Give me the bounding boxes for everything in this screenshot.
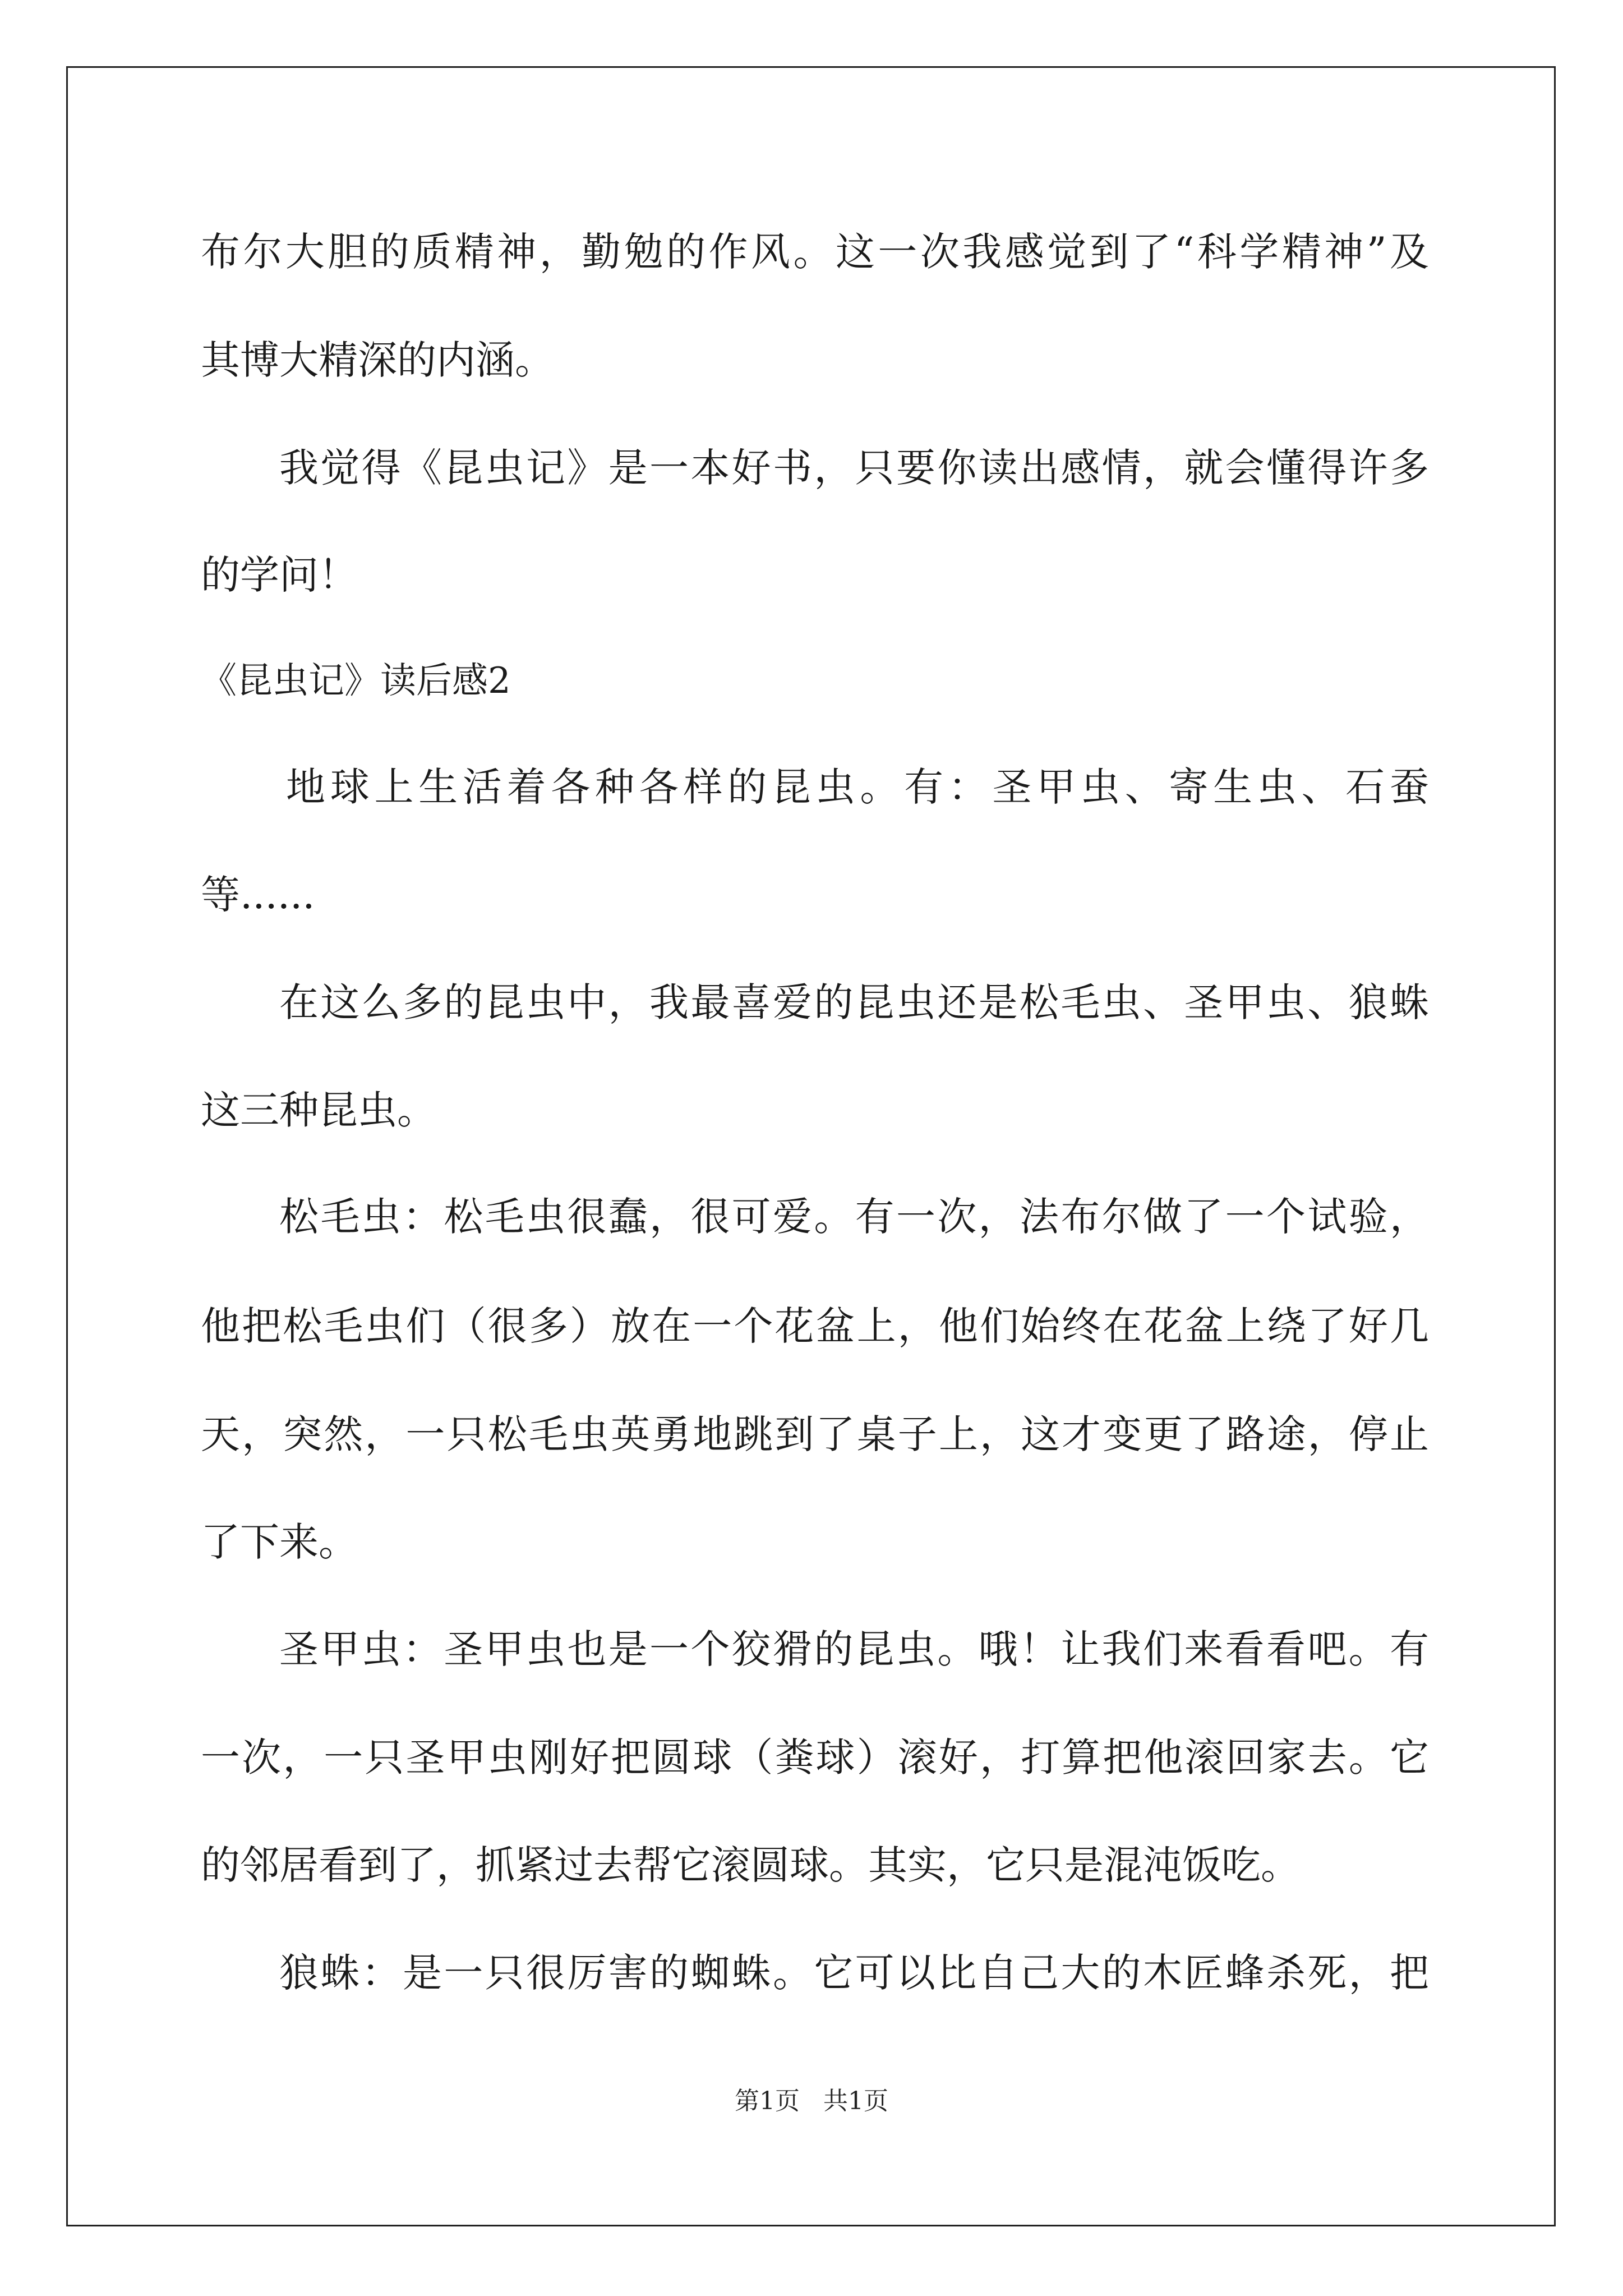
text-line: 在这么多的昆虫中，我最喜爱的昆虫还是松毛虫、圣甲虫、狼蛛 <box>279 979 1429 1025</box>
text-line: 了下来。 <box>201 1519 358 1565</box>
text-line: 地球上生活着各种各样的昆虫。有：圣甲虫、寄生虫、石蚕 <box>286 764 1429 810</box>
section-heading: 《昆虫记》读后感2 <box>201 660 511 702</box>
text-line: 的学问！ <box>201 552 358 598</box>
page-number: 第1页 共1页 <box>735 2087 888 2115</box>
text-line: 松毛虫：松毛虫很蠢，很可爱。有一次，法布尔做了一个试验， <box>279 1194 1429 1240</box>
text-line: 一次，一只圣甲虫刚好把圆球（粪球）滚好，打算把他滚回家去。它 <box>201 1734 1429 1780</box>
text-line: 布尔大胆的质精神，勤勉的作风。这一次我感觉到了“科学精神”及 <box>201 229 1429 275</box>
text-line: 的邻居看到了，抓紧过去帮它滚圆球。其实，它只是混沌饭吃。 <box>201 1842 1300 1888</box>
text-line: 狼蛛：是一只很厉害的蜘蛛。它可以比自己大的木匠蜂杀死，把 <box>279 1950 1429 1996</box>
text-line: 天，突然，一只松毛虫英勇地跳到了桌子上，这才变更了路途，停止 <box>201 1411 1429 1457</box>
text-line: 圣甲虫：圣甲虫也是一个狡猾的昆虫。哦！让我们来看看吧。有 <box>279 1626 1429 1672</box>
text-line: 他把松毛虫们（很多）放在一个花盆上，他们始终在花盆上绕了好几 <box>201 1303 1429 1349</box>
text-line: 等...... <box>201 872 315 918</box>
page-border <box>66 66 1556 2226</box>
text-line: 这三种昆虫。 <box>201 1087 436 1133</box>
text-line: 我觉得《昆虫记》是一本好书，只要你读出感情，就会懂得许多 <box>279 445 1429 491</box>
text-line: 其博大精深的内涵。 <box>201 337 554 383</box>
